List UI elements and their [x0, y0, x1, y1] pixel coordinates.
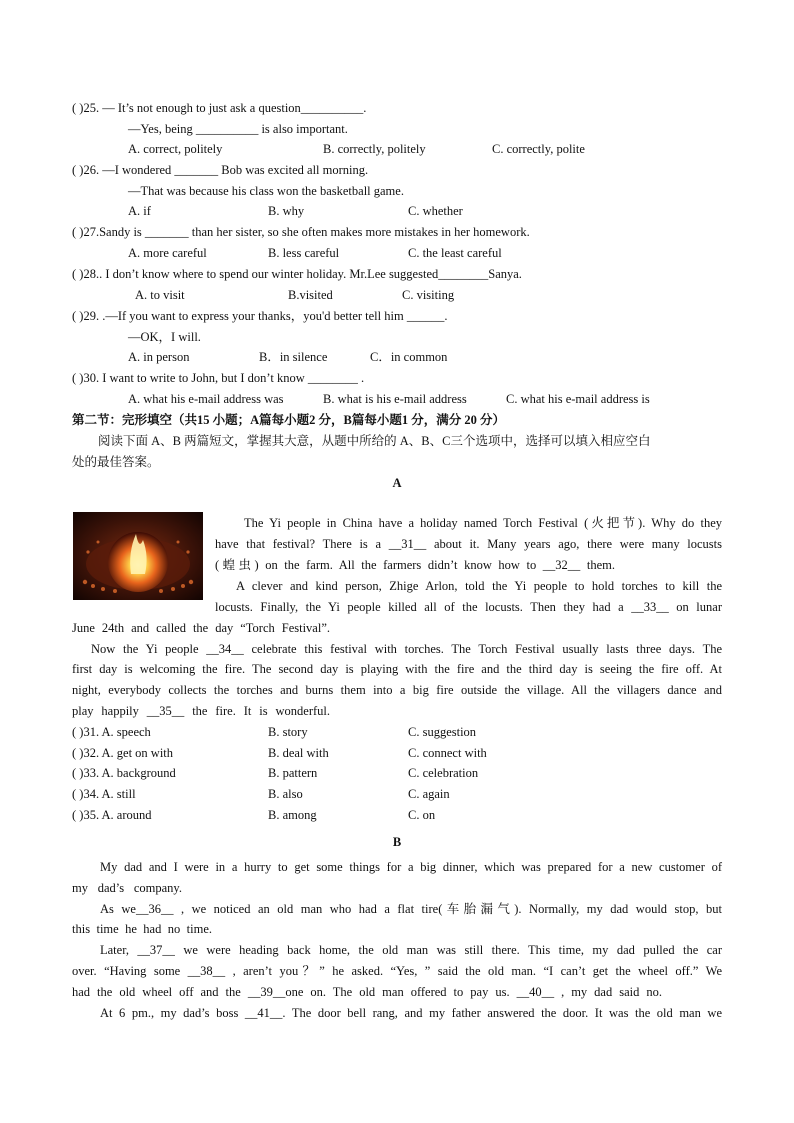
passage-line: have that festival? There is a __31__ about it. Many years ago, there were many locusts: [215, 537, 722, 551]
cloze-option-a: ( )35. A. around: [72, 808, 152, 822]
answer-option: C. what his e-mail address is: [506, 392, 650, 406]
cloze-option-a: ( )33. A. background: [72, 766, 176, 780]
question-stem: ( )29. .—If you want to express your thanks，you'd better tell him ______.: [72, 309, 448, 323]
answer-option: A. what his e-mail address was: [128, 392, 284, 406]
section-heading: 第二节：完形填空（共15 小题；A篇每小题2 分，B篇每小题1 分，满分 20 分）: [72, 413, 505, 427]
passage-line: night, everybody collects the torches and burns them into a big fire outside the village. All the villagers dance and: [72, 683, 722, 697]
passage-line: As we__36__ , we noticed an old man who had a flat tire(车胎漏气). Normally, my dad would stop, but: [100, 902, 722, 916]
passage-line: June 24th and called the day “Torch Festival”.: [72, 621, 330, 635]
cloze-option-a: ( )34. A. still: [72, 787, 136, 801]
answer-option: B. correctly, politely: [323, 142, 426, 156]
passage-line: Later, __37__ we were heading back home, the old man was still there. This time, my dad pulled the car: [100, 943, 722, 957]
cloze-option-a: ( )32. A. get on with: [72, 746, 174, 760]
answer-option: B．in silence: [259, 350, 328, 364]
passage-a-label: A: [392, 476, 402, 490]
cloze-option-b: B. also: [268, 787, 303, 801]
passage-line: Now the Yi people __34__ celebrate this festival with torches. The Torch Festival usually lasts three days. The: [91, 642, 722, 656]
question-reply-line: —OK，I will.: [128, 330, 201, 344]
passage-line: this time he had no time.: [72, 922, 212, 936]
cloze-option-c: C. connect with: [408, 746, 487, 760]
cloze-option-b: B. pattern: [268, 766, 318, 780]
passage-line: locusts. Finally, the Yi people killed all of the locusts. Then they had a __33__ on lunar: [215, 600, 722, 614]
cloze-option-b: B. deal with: [268, 746, 329, 760]
torch-festival-photo: [73, 512, 203, 600]
question-stem: ( )27.Sandy is _______ than her sister, so she often makes more mistakes in her homework.: [72, 225, 530, 239]
question-reply-line: —Yes, being __________ is also important.: [128, 122, 348, 136]
answer-option: A. correct, politely: [128, 142, 223, 156]
passage-line: first day is welcoming the fire. The second day is playing with the fire and the third day is seeing the fire off. At: [72, 662, 722, 676]
instructions-line-2: 处的最佳答案。: [72, 455, 160, 469]
passage-line: had the old wheel off and the __39__one on. The old man offered to pay us. __40__ , my dad said no.: [72, 985, 662, 999]
cloze-option-c: C. again: [408, 787, 450, 801]
answer-option: C. visiting: [402, 288, 455, 302]
answer-option: C．in common: [370, 350, 448, 364]
answer-option: B. less careful: [268, 246, 340, 260]
question-stem: ( )28.. I don’t know where to spend our winter holiday. Mr.Lee suggested________Sanya.: [72, 267, 522, 281]
question-reply-line: —That was because his class won the basketball game.: [128, 184, 404, 198]
answer-option: C. correctly, polite: [492, 142, 585, 156]
question-stem: ( )25. — It’s not enough to just ask a question__________.: [72, 101, 367, 115]
passage-line: (蝗虫) on the farm. All the farmers didn’t know how to __32__ them.: [215, 558, 615, 572]
cloze-option-c: C. suggestion: [408, 725, 477, 739]
answer-option: A. if: [128, 204, 151, 218]
passage-line: over. “Having some __38__ , aren’t you？” he asked. “Yes, ” said the old man. “I can’t get the wheel off.” We: [72, 964, 722, 978]
passage-line: A clever and kind person, Zhige Arlon, told the Yi people to hold torches to kill the: [236, 579, 722, 593]
cloze-option-b: B. among: [268, 808, 317, 822]
passage-line: At 6 pm., my dad’s boss __41__. The door bell rang, and my father answered the door. It was the old man we: [100, 1006, 722, 1020]
passage-line: My dad and I were in a hurry to get some things for a big dinner, which was prepared for a new customer of: [100, 860, 722, 874]
passage-line: play happily __35__ the fire. It is wonderful.: [72, 704, 330, 718]
passage-line: my dad’s company.: [72, 881, 182, 895]
answer-option: C. the least careful: [408, 246, 502, 260]
answer-option: C. whether: [408, 204, 463, 218]
question-stem: ( )30. I want to write to John, but I don’t know ________ .: [72, 371, 365, 385]
answer-option: B. why: [268, 204, 305, 218]
answer-option: A. more careful: [128, 246, 207, 260]
question-stem: ( )26. —I wondered _______ Bob was excited all morning.: [72, 163, 369, 177]
answer-option: A. to visit: [135, 288, 185, 302]
cloze-option-a: ( )31. A. speech: [72, 725, 151, 739]
cloze-option-b: B. story: [268, 725, 308, 739]
instructions-line-1: 阅读下面 A、B 两篇短文，掌握其大意，从题中所给的 A、B、C三个选项中，选择可以填入相应空白: [98, 434, 651, 448]
passage-line: The Yi people in China have a holiday named Torch Festival (火把节). Why do they: [244, 516, 722, 530]
answer-option: B. what is his e-mail address: [323, 392, 467, 406]
answer-option: B.visited: [288, 288, 333, 302]
cloze-option-c: C. on: [408, 808, 436, 822]
answer-option: A. in person: [128, 350, 190, 364]
passage-b-label: B: [392, 835, 402, 849]
cloze-option-c: C. celebration: [408, 766, 479, 780]
